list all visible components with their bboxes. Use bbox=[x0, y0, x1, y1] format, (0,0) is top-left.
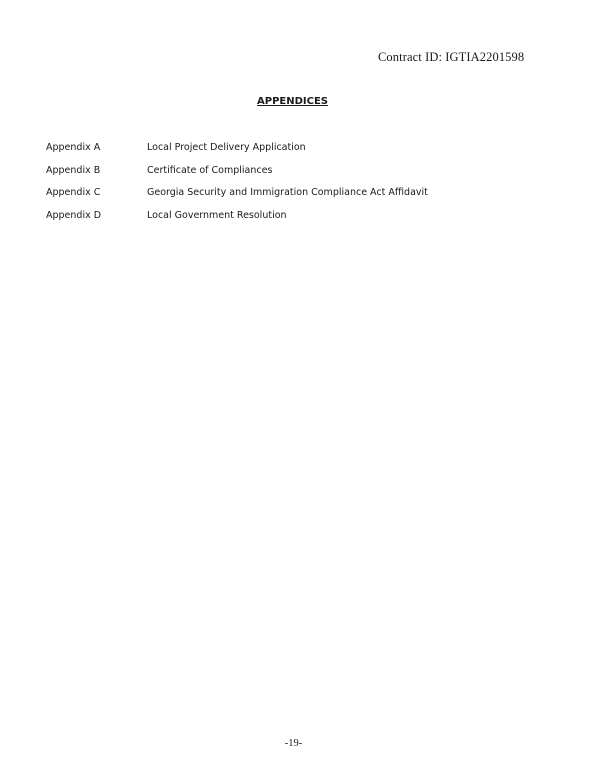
appendix-row-c bbox=[46, 187, 428, 210]
appendix-title: Local Project Delivery Application bbox=[147, 142, 306, 153]
appendix-row-a bbox=[46, 142, 428, 165]
appendix-row-d bbox=[46, 210, 428, 233]
page-number: -19- bbox=[284, 738, 303, 749]
appendix-label: Appendix B bbox=[46, 164, 101, 176]
appendix-title: Georgia Security and Immigration Compliance Act Affidavit bbox=[147, 187, 428, 199]
contract-id: Contract ID: IGTIA2201598 bbox=[378, 50, 525, 64]
appendix-label: Appendix A bbox=[46, 142, 101, 153]
appendix-title: Local Government Resolution bbox=[147, 210, 287, 222]
page-title: APPENDICES bbox=[257, 96, 328, 107]
appendix-label: Appendix D bbox=[46, 210, 102, 222]
appendix-list bbox=[46, 142, 428, 233]
appendix-row-b bbox=[46, 165, 428, 188]
appendix-title: Certificate of Compliances bbox=[147, 164, 273, 176]
appendix-label: Appendix C bbox=[46, 187, 101, 199]
